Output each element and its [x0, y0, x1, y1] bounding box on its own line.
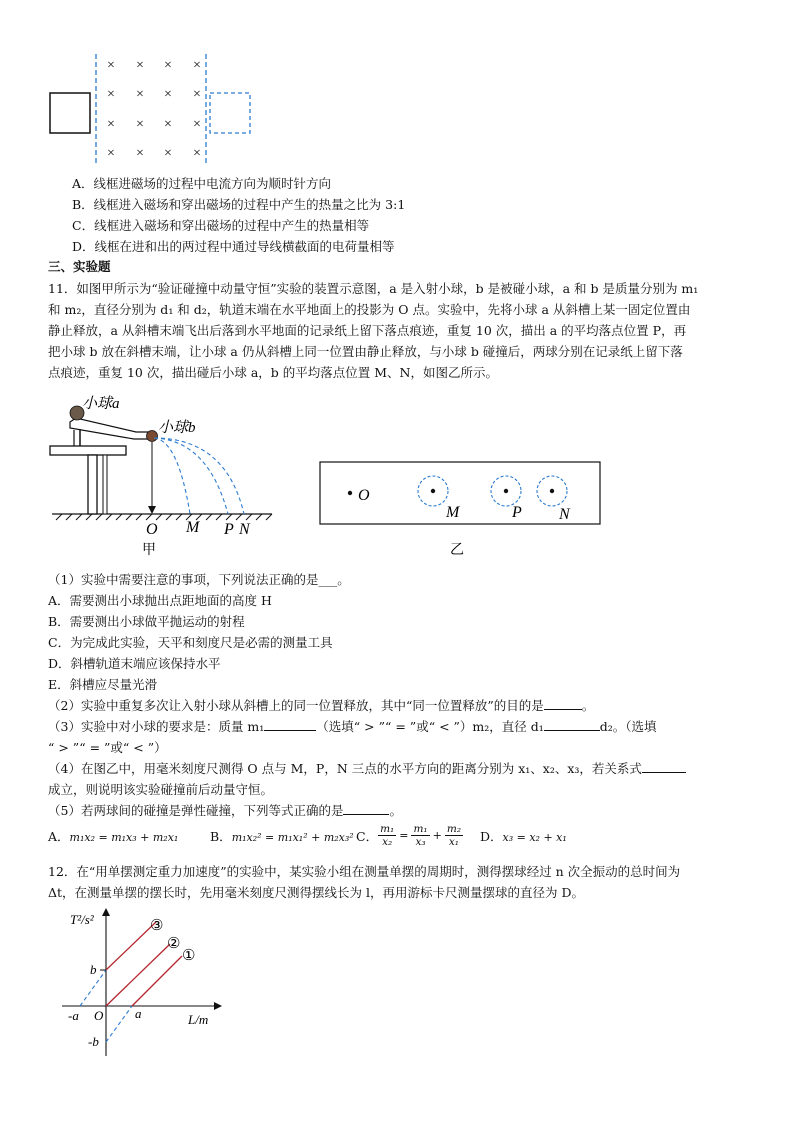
q11-sub2-end: 。	[581, 698, 595, 713]
yi-label-p: P	[512, 504, 522, 521]
option-b-letter: B．	[210, 829, 232, 844]
q11-sub3-tail: “ > ”“ = ”或“ < ”）	[48, 740, 167, 755]
q11-sub3-text-b: （选填“ > ”“ = ”或“ < ”）m₂，直径 d₁	[316, 719, 544, 734]
svg-text:×: ×	[136, 58, 144, 73]
q12-stem-line-1: 12．在“用单摆测定重力加速度”的实验中，某实验小组在测量单摆的周期时，测得摆球经过 n 次全振动的总时间为	[48, 864, 681, 879]
figure-yi-caption: 乙	[450, 543, 464, 558]
coil-frame-left	[50, 93, 90, 133]
q11-sub5-text: （5）若两球间的碰撞是弹性碰撞，下列等式正确的是	[48, 803, 344, 818]
svg-text:×: ×	[193, 117, 201, 132]
svg-text:×: ×	[136, 117, 144, 132]
svg-text:×: ×	[136, 87, 144, 102]
answer-blank-sub4[interactable]	[642, 772, 686, 773]
frac-2-num: m₁	[413, 823, 428, 835]
q11-sub3	[48, 719, 657, 735]
frac-1-num: m₁	[380, 823, 395, 835]
q11-sub5	[48, 803, 402, 819]
q12-stem-line-2: Δt，在测量单摆的摆长时，先用毫米刻度尺测得摆线长为 l，再用游标卡尺测量摆球的直径为 D。	[48, 885, 585, 900]
svg-text:×: ×	[107, 146, 115, 161]
q11-sub1-option-a: A．需要测出小球抛出点距地面的高度 H	[48, 593, 272, 608]
top-option-a: A．线框进磁场的过程中电流方向为顺时针方向	[72, 176, 332, 191]
yi-label-m: M	[446, 504, 460, 521]
answer-blank-sub5[interactable]	[343, 814, 389, 815]
option-c-letter: C．	[356, 828, 379, 844]
svg-text:×: ×	[164, 87, 172, 102]
frac-3-num: m₂	[446, 823, 462, 835]
graph-neg-a: -a	[68, 1008, 79, 1023]
option-a-letter: A．	[48, 829, 70, 844]
q11-sub4-tail: 成立，则说明该实验碰撞前后动量守恒。	[48, 782, 274, 797]
line-2	[106, 944, 170, 1006]
dot-p	[504, 489, 508, 493]
line-1-dashed	[106, 1006, 132, 1042]
yi-label-n: N	[559, 506, 570, 523]
q11-sub5-end: 。	[389, 803, 402, 818]
figure-jia	[48, 392, 283, 562]
frac-1	[378, 823, 396, 848]
svg-text:×: ×	[164, 117, 172, 132]
q11-stem-line-1: 11．如图甲所示为“验证碰撞中动量守恒”实验的装置示意图，a 是入射小球，b 是被碰小球，a 和 b 是质量分别为 m₁	[48, 281, 699, 296]
svg-text:×: ×	[107, 87, 115, 102]
trajectory-m	[154, 438, 190, 514]
label-p: P	[224, 521, 234, 538]
table-top	[50, 446, 126, 455]
svg-text:×: ×	[193, 58, 201, 73]
coil-frame-right-dashed	[210, 93, 250, 133]
option-a-expr: m₁x₂ = m₁x₃ + m₂x₁	[69, 831, 179, 844]
dot-n	[550, 489, 554, 493]
q11-sub3-text-c: d₂。（选填	[599, 719, 657, 734]
ground-hatching	[56, 514, 272, 520]
line-3	[106, 922, 156, 970]
q11-sub5-option-a	[48, 829, 178, 846]
svg-text:×: ×	[164, 146, 172, 161]
frac-3-den: x₁	[448, 836, 460, 848]
answer-blank-sub3-diameter[interactable]	[544, 730, 600, 731]
svg-text:×: ×	[164, 58, 172, 73]
q11-stem-line-3: 静止释放，a 从斜槽末端飞出后落到水平地面的记录纸上留下落点痕迹，重复 10 次，描出 a 的平均落点位置 P，再	[48, 323, 687, 338]
option-d-letter: D．	[480, 829, 503, 844]
top-option-c: C．线框进入磁场和穿出磁场的过程中产生的热量相等	[72, 218, 370, 233]
graph-line-label-3: ③	[150, 918, 164, 934]
frac-3	[445, 823, 463, 848]
line-1	[132, 956, 182, 1006]
q11-sub2-text: （2）实验中重复多次让入射小球从斜槽上的同一位置释放，其中“同一位置释放”的目的是	[48, 698, 544, 713]
ball-b-icon	[147, 431, 158, 442]
q11-sub5-option-b	[210, 829, 354, 846]
plumb-arrow	[148, 506, 156, 514]
svg-text:×: ×	[193, 87, 201, 102]
x-axis-arrow	[214, 1002, 222, 1010]
yi-label-o: O	[358, 487, 370, 504]
label-ball-a: 小球a	[82, 396, 120, 412]
frac-2	[411, 823, 429, 848]
q11-stem-line-4: 把小球 b 放在斜槽末端，让小球 a 仍从斜槽上同一位置由静止释放，与小球 b 碰撞后，两球分别在记录纸上留下落	[48, 344, 683, 359]
q11-sub1-option-c: C．为完成此实验，天平和刻度尺是必需的测量工具	[48, 635, 333, 650]
graph-xlabel: L/m	[188, 1012, 209, 1027]
trajectory-p	[154, 438, 228, 514]
field-crosses	[107, 58, 201, 161]
dot-m	[431, 489, 435, 493]
q11-sub1-option-e: E．斜槽应尽量光滑	[48, 677, 158, 692]
q11-sub1-option-d: D．斜槽轨道末端应该保持水平	[48, 656, 221, 671]
option-b-expr: m₁x₂² = m₁x₁² + m₂x₃²	[231, 831, 354, 844]
figure-jia-caption: 甲	[142, 543, 156, 558]
label-o: O	[146, 521, 158, 538]
magnetic-field-figure	[44, 52, 259, 170]
q11-sub4-text-a: （4）在图乙中，用毫米刻度尺测得 O 点与 M，P，N 三点的水平方向的距离分别为 x₁、x₂、x₃，若关系式	[48, 761, 642, 776]
frac-2-den: x₃	[415, 836, 426, 848]
answer-blank-sub2[interactable]	[544, 709, 582, 710]
q11-sub4	[48, 761, 686, 777]
inclined-chute	[70, 418, 152, 439]
top-option-d: D．线框在进和出的两过程中通过导线横截面的电荷量相等	[72, 239, 395, 254]
trajectory-n	[154, 438, 244, 514]
top-option-b: B．线框进入磁场和穿出磁场的过程中产生的热量之比为 3:1	[72, 197, 406, 212]
graph-origin: O	[94, 1008, 104, 1023]
graph-neg-b: -b	[88, 1034, 99, 1049]
figure-yi	[316, 458, 606, 560]
graph-line-label-2: ②	[167, 936, 181, 952]
q11-stem-line-5: 点痕迹，重复 10 次，描出碰后小球 a，b 的平均落点位置 M、N，如图乙所示。	[48, 365, 498, 380]
q11-sub1-option-b: B．需要测出小球做平抛运动的射程	[48, 614, 245, 629]
svg-text:×: ×	[107, 117, 115, 132]
graph-line-label-1: ①	[182, 948, 196, 964]
label-n: N	[239, 521, 250, 538]
q11-sub3-text-a: （3）实验中对小球的要求是：质量 m₁	[48, 719, 265, 734]
q11-sub5-option-c: C． $\frac{\text{m₁}}{\text{x₂}}$ = $\frac{\text{m₁}}{\text{x₃}}$ + $\frac{\text{m₂}}{\text{x₁}}$	[356, 823, 462, 848]
option-d-expr: x₃ = x₂ + x₁	[502, 831, 567, 844]
graph-a: a	[135, 1006, 142, 1021]
svg-text:×: ×	[136, 146, 144, 161]
table-leg-right	[103, 455, 107, 514]
table-leg-left	[88, 455, 97, 514]
q11-stem-line-2: 和 m₂，直径分别为 d₁ 和 d₂，轨道末端在水平地面上的投影为 O 点。实验中，先将小球 a 从斜槽上某一固定位置由	[48, 302, 691, 317]
svg-text:×: ×	[107, 58, 115, 73]
graph-ylabel: T²/s²	[70, 912, 94, 927]
q11-sub5-option-d	[480, 829, 567, 846]
label-ball-b: 小球b	[158, 420, 196, 436]
dot-o	[348, 491, 352, 495]
t2-l-graph	[60, 908, 235, 1058]
frac-1-den: x₂	[382, 836, 393, 848]
graph-b: b	[90, 962, 97, 977]
q11-sub1: （1）实验中需要注意的事项，下列说法正确的是___。	[48, 572, 350, 587]
y-axis-arrow	[102, 908, 110, 916]
answer-blank-sub3-mass[interactable]	[264, 730, 316, 731]
q11-sub2	[48, 698, 594, 714]
svg-text:×: ×	[193, 146, 201, 161]
section-title: 三、实验题	[48, 259, 111, 274]
label-m: M	[186, 519, 200, 536]
